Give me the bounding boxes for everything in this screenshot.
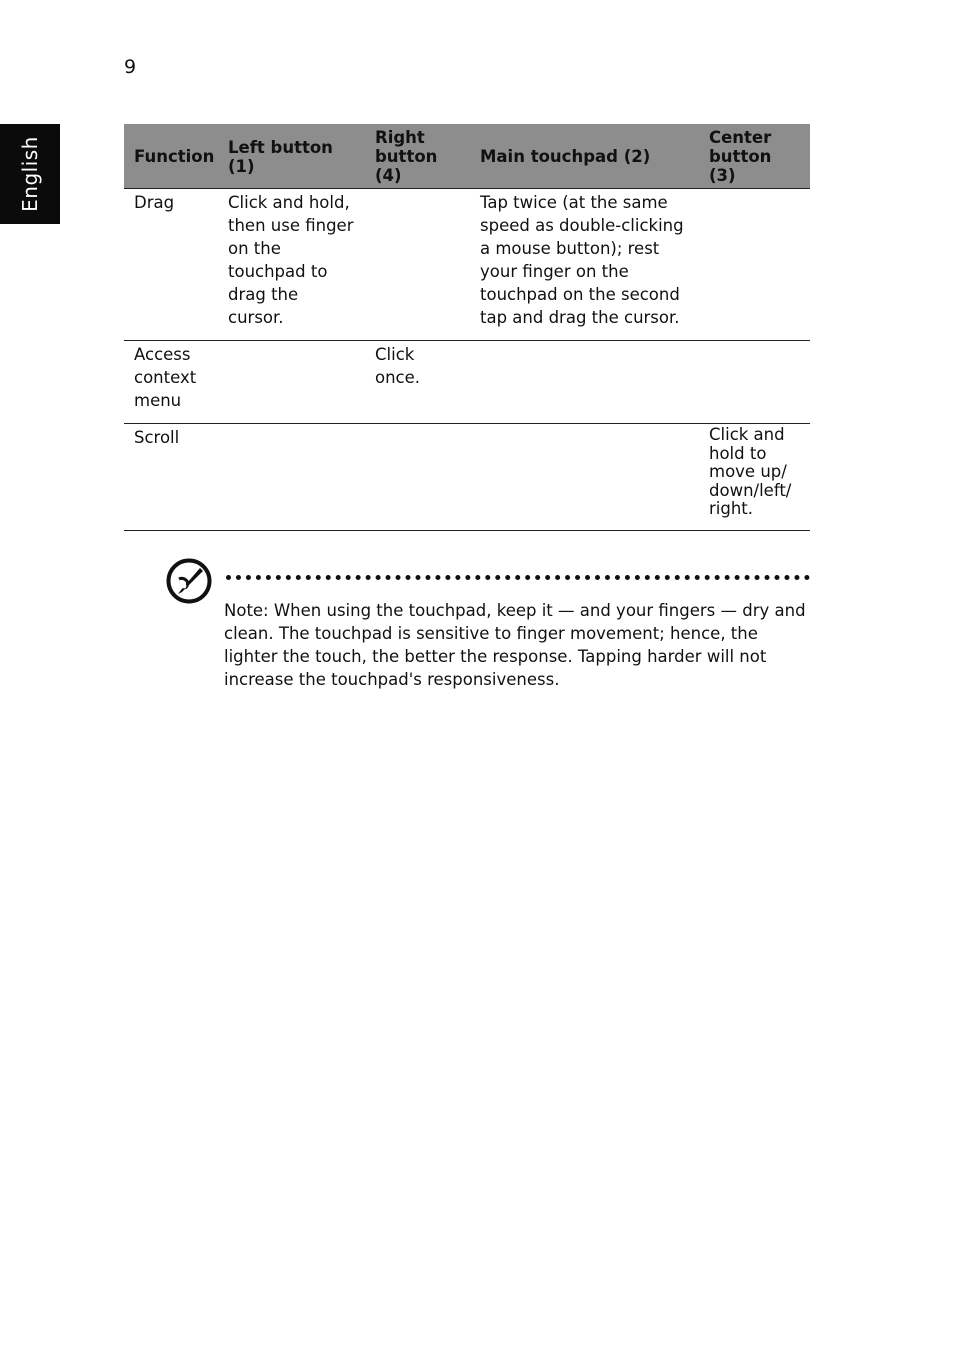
note-label: Note:: [224, 601, 269, 620]
table-row: [124, 424, 810, 531]
language-side-tab: [0, 124, 60, 224]
table-row: [124, 189, 810, 341]
table-row: [124, 341, 810, 424]
header-right-button: Right button (4): [365, 124, 470, 189]
table-cell: [470, 424, 699, 531]
table-cell: [699, 189, 810, 341]
table-cell: Click and hold to move up/ down/left/ right.: [699, 424, 810, 531]
table-cell: [218, 424, 365, 531]
note-paragraph: [224, 599, 810, 691]
table-cell: Tap twice (at the same speed as double-clicking a mouse button); rest your finger on the touchpad on the second tap and drag the cursor.: [470, 189, 699, 341]
table-cell: [218, 341, 365, 424]
page-number: 9: [124, 56, 137, 78]
header-main-touchpad: Main touchpad (2): [470, 124, 699, 189]
table-cell: [365, 424, 470, 531]
note-pen-icon: [165, 557, 213, 605]
side-tab-label: English: [18, 136, 42, 212]
table-cell: Drag: [124, 189, 218, 341]
table-cell: [470, 341, 699, 424]
table-cell: Scroll: [124, 424, 218, 531]
touchpad-function-table: [124, 124, 810, 531]
table-cell: Click and hold, then use finger on the touchpad to drag the cursor.: [218, 189, 365, 341]
header-center-button: Center button (3): [699, 124, 810, 189]
table-cell: [699, 341, 810, 424]
note-body: When using the touchpad, keep it — and your fingers — dry and clean. The touchpad is sensitive to finger movement; hence, the lighter the touch, the better the response. Tapping harder will not increase the touchpad's responsiveness.: [224, 601, 806, 689]
note-dotted-rule: [226, 575, 810, 585]
table-header-row: [124, 124, 810, 189]
table-cell: [365, 189, 470, 341]
table-cell: Click once.: [365, 341, 470, 424]
table-cell: Access context menu: [124, 341, 218, 424]
header-left-button: Left button (1): [218, 124, 365, 189]
header-function: Function: [124, 124, 218, 189]
